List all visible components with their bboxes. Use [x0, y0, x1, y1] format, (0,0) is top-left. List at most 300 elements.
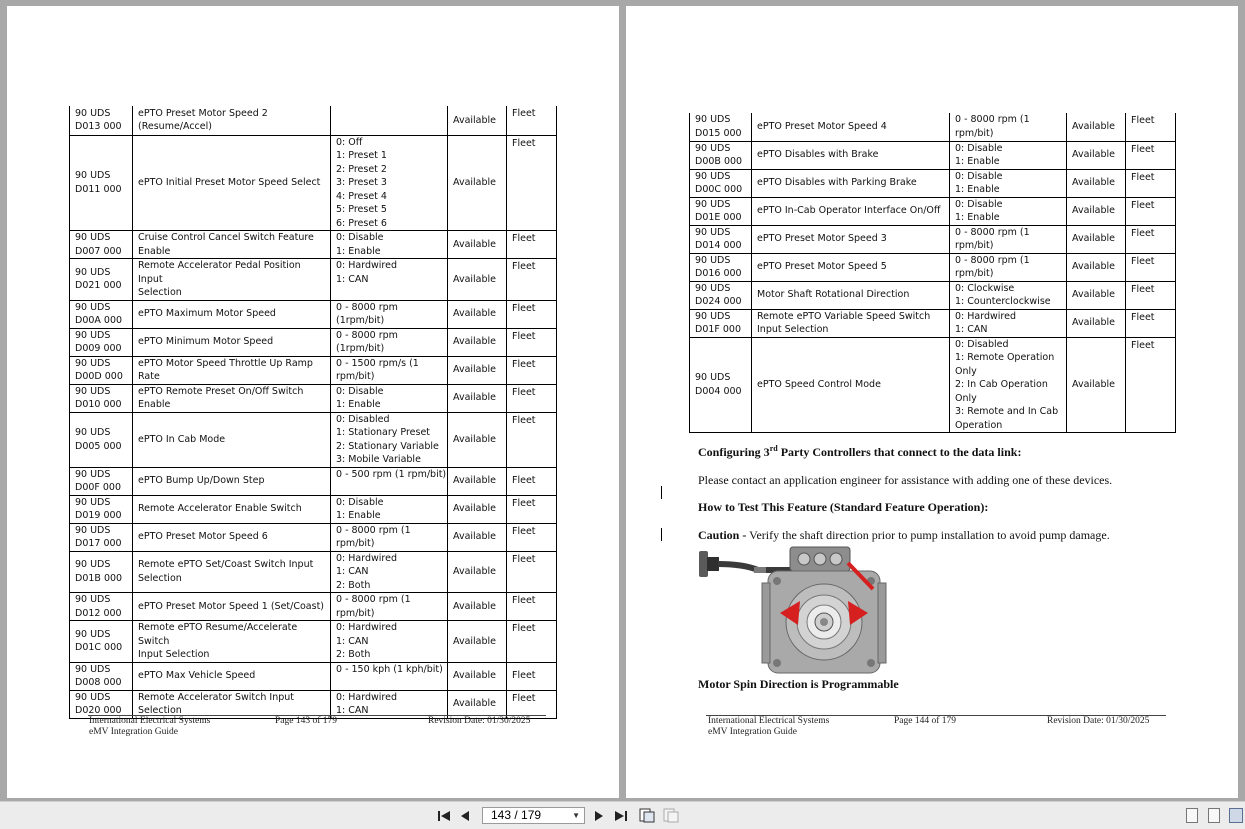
parameter-options-cell-line: 0: Hardwired: [336, 552, 397, 564]
parameter-code-cell-line: 90 UDS: [695, 114, 731, 126]
parameter-options-cell-line: 1: CAN: [336, 566, 369, 577]
parameter-options-cell-line: 1: Enable: [336, 399, 381, 410]
parameter-name-cell-line: Remote Accelerator Enable Switch: [138, 503, 302, 515]
table-row: [690, 337, 1176, 433]
parameter-options-cell-line: 3: Remote and In Cab: [955, 406, 1059, 417]
parameter-options-cell-line: 0: Clockwise: [955, 282, 1015, 294]
continuous-view-icon[interactable]: [1208, 808, 1220, 823]
parameter-code-cell-line: D015 000: [695, 127, 742, 139]
motor-image: [698, 543, 894, 677]
availability-cell: Available: [448, 662, 507, 690]
table-row: [690, 225, 1176, 253]
parameter-name-cell-line: ePTO Disables with Brake: [757, 149, 879, 161]
parameter-options-cell-line: (1rpm/bit): [336, 315, 385, 326]
parameter-options-cell-line: rpm/bit): [955, 268, 994, 279]
parameter-code-cell-line: 90 UDS: [75, 524, 111, 536]
footer-revision-date: Revision Date: 01/30/2025: [1047, 716, 1150, 726]
parameter-name-cell-line: ePTO Initial Preset Motor Speed Select: [138, 177, 321, 188]
parameter-code-cell-line: D016 000: [695, 268, 742, 279]
access-level-cell: Fleet: [507, 662, 557, 690]
single-page-view-icon[interactable]: [1186, 808, 1198, 823]
parameter-code-cell-line: 90 UDS: [695, 254, 731, 266]
parameter-options-cell-line: 0 - 8000 rpm (1: [955, 254, 1030, 266]
fit-width-icon[interactable]: [662, 807, 680, 824]
document-page-144: [626, 6, 1238, 798]
parameter-options-cell: [331, 384, 448, 412]
parameter-code-cell: [690, 197, 752, 225]
parameter-options-cell-line: 0: Disable: [336, 232, 384, 243]
parameter-name-cell-line: Remote ePTO Resume/Accelerate Switch: [138, 622, 298, 647]
contact-paragraph: Please contact an application engineer for assistance with adding one of these devices.: [698, 473, 1113, 487]
parameter-name-cell: [133, 593, 331, 621]
parameter-name-cell: [133, 356, 331, 384]
parameter-name-cell-line: ePTO Preset Motor Speed 6: [138, 531, 268, 543]
parameter-name-cell: [133, 621, 331, 663]
parameter-name-cell-line: ePTO Speed Control Mode: [757, 379, 881, 390]
parameter-name-cell: [752, 281, 950, 309]
access-level-cell: Fleet: [507, 467, 557, 495]
parameter-name-cell-line: (Resume/Accel): [138, 121, 212, 133]
parameter-options-cell-line: 1: CAN: [336, 273, 369, 285]
parameter-code-cell-line: D012 000: [75, 607, 122, 619]
parameter-name-cell-line: Cruise Control Cancel Switch Feature: [138, 232, 314, 243]
availability-cell: Available: [448, 621, 507, 663]
parameter-options-cell: [331, 412, 448, 467]
parameter-code-cell-line: D013 000: [75, 121, 122, 133]
parameter-options-cell: [331, 231, 448, 259]
access-level-cell: Fleet: [507, 621, 557, 663]
availability-cell: Available: [448, 467, 507, 495]
parameter-options-cell-line: 1: Counterclockwise: [955, 296, 1051, 307]
parameter-code-cell-line: 90 UDS: [75, 329, 111, 341]
availability-cell: Available: [448, 356, 507, 384]
parameter-name-cell-line: ePTO Remote Preset On/Off Switch: [138, 385, 304, 397]
parameter-code-cell: [70, 328, 133, 356]
parameter-code-cell: [70, 356, 133, 384]
parameter-options-cell-line: 0 - 1500 rpm/s (1: [336, 357, 419, 369]
parameter-options-cell-line: 0 - 8000 rpm: [336, 329, 398, 341]
parameter-options-cell-line: rpm/bit): [955, 127, 994, 139]
parameter-options-cell-line: 0: Hardwired: [336, 622, 397, 633]
parameter-name-cell: [752, 169, 950, 197]
availability-cell: Available: [1067, 337, 1126, 433]
parameter-name-cell: [752, 197, 950, 225]
availability-cell: Available: [448, 523, 507, 551]
availability-cell: Available: [448, 690, 507, 718]
access-level-cell: Fleet: [1126, 141, 1176, 169]
access-level-cell: Fleet: [507, 106, 557, 135]
parameter-name-cell-line: ePTO Minimum Motor Speed: [138, 336, 274, 348]
parameter-options-cell: [950, 253, 1067, 281]
parameter-code-cell-line: 90 UDS: [695, 198, 731, 210]
access-level-cell: Fleet: [507, 356, 557, 384]
access-level-cell: Fleet: [1126, 225, 1176, 253]
parameter-options-cell-line: 0 - 150 kph (1 kph/bit): [336, 663, 443, 675]
parameter-code-cell-line: D008 000: [75, 677, 122, 688]
parameter-code-cell: [690, 281, 752, 309]
parameter-options-cell-line: (1rpm/bit): [336, 343, 385, 354]
access-level-cell: Fleet: [507, 412, 557, 467]
parameter-options-cell: [331, 593, 448, 621]
parameter-options-cell-line: 3: Preset 3: [336, 177, 387, 188]
chevron-down-icon[interactable]: ▼: [572, 811, 580, 820]
parameter-options-cell-line: 0: Disabled: [336, 413, 390, 425]
parameter-options-cell-line: 0: Disable: [955, 170, 1003, 182]
caution-paragraph: Caution - Verify the shaft direction prior to pump installation to avoid pump damage.: [698, 528, 1110, 542]
parameter-name-cell-line: Selection: [138, 572, 182, 584]
table-row: [70, 621, 557, 663]
parameter-code-cell-line: 90 UDS: [75, 663, 111, 675]
parameter-code-cell-line: 90 UDS: [695, 142, 731, 154]
availability-cell: Available: [1067, 253, 1126, 281]
parameter-options-cell-line: 1: Stationary Preset: [336, 427, 431, 438]
two-page-view-icon[interactable]: [1229, 808, 1243, 823]
parameter-options-cell: [331, 551, 448, 593]
parameter-code-cell-line: 90 UDS: [695, 226, 731, 238]
availability-cell: Available: [1067, 225, 1126, 253]
parameter-name-cell-line: Remote Accelerator Pedal Position Input: [138, 260, 301, 285]
parameter-name-cell: [133, 412, 331, 467]
parameter-code-cell-line: 90 UDS: [695, 282, 731, 294]
parameter-options-cell-line: 2: Stationary Variable: [336, 440, 439, 452]
parameter-name-cell: [133, 551, 331, 593]
parameter-options-cell: [331, 106, 448, 135]
parameter-options-cell: [331, 495, 448, 523]
access-level-cell: Fleet: [1126, 253, 1176, 281]
table-row: [70, 356, 557, 384]
table-row: [70, 495, 557, 523]
parameter-name-cell: [133, 231, 331, 259]
parameter-code-cell: [70, 662, 133, 690]
settings-table: [689, 113, 1176, 433]
parameter-options-cell: [331, 300, 448, 328]
parameter-code-cell: [70, 300, 133, 328]
section-heading-third-party: Configuring 3rd Party Controllers that connect to the data link:: [698, 444, 1022, 459]
parameter-code-cell-line: D007 000: [75, 245, 122, 257]
table-row: [690, 141, 1176, 169]
parameter-options-cell: [331, 662, 448, 690]
parameter-code-cell-line: D009 000: [75, 343, 122, 354]
availability-cell: Available: [448, 106, 507, 135]
parameter-options-cell: [950, 113, 1067, 141]
parameter-code-cell-line: D020 000: [75, 705, 122, 716]
table-row: [70, 231, 557, 259]
table-row: [70, 328, 557, 356]
parameter-code-cell: [690, 141, 752, 169]
parameter-options-cell-line: 1: Preset 1: [336, 150, 387, 161]
parameter-name-cell: [133, 328, 331, 356]
parameter-name-cell-line: ePTO Max Vehicle Speed: [138, 670, 256, 682]
parameter-name-cell: [133, 662, 331, 690]
parameter-options-cell-line: 2: Both: [336, 649, 371, 660]
parameter-options-cell-line: rpm/bit): [955, 240, 994, 251]
parameter-code-cell-line: 90 UDS: [75, 385, 111, 397]
parameter-options-cell: [331, 523, 448, 551]
parameter-options-cell-line: 0 - 8000 rpm (1: [955, 114, 1030, 125]
availability-cell: Available: [448, 495, 507, 523]
table-row: [690, 169, 1176, 197]
parameter-options-cell-line: 0: Disabled: [955, 338, 1009, 350]
parameter-code-cell: [690, 225, 752, 253]
parameter-name-cell: [133, 384, 331, 412]
availability-cell: Available: [1067, 309, 1126, 337]
parameter-options-cell-line: 0: Disable: [955, 142, 1003, 154]
table-row: [690, 253, 1176, 281]
parameter-code-cell: [70, 231, 133, 259]
parameter-options-cell: [950, 225, 1067, 253]
parameter-options-cell: [331, 356, 448, 384]
table-row: [690, 309, 1176, 337]
parameter-code-cell: [690, 253, 752, 281]
table-row: [70, 662, 557, 690]
parameter-options-cell-line: 1: CAN: [336, 705, 369, 716]
parameter-options-cell-line: 1: Enable: [955, 156, 1000, 167]
settings-table: [69, 106, 557, 719]
availability-cell: Available: [1067, 141, 1126, 169]
parameter-code-cell-line: 90 UDS: [75, 232, 111, 243]
parameter-code-cell-line: D017 000: [75, 538, 122, 549]
parameter-name-cell-line: Input Selection: [138, 649, 210, 660]
image-caption: Motor Spin Direction is Programmable: [698, 677, 899, 691]
parameter-code-cell: [70, 690, 133, 718]
pdf-viewer-toolbar: [0, 801, 1245, 829]
parameter-options-cell-line: 0: Off: [336, 136, 363, 148]
parameter-code-cell-line: D024 000: [695, 296, 742, 307]
table-row: [70, 523, 557, 551]
parameter-code-cell-line: D021 000: [75, 280, 122, 292]
last-page-icon[interactable]: [613, 807, 629, 824]
parameter-options-cell: [331, 328, 448, 356]
parameter-name-cell: [752, 337, 950, 433]
parameter-options-cell-line: 0 - 8000 rpm (1: [336, 594, 411, 605]
access-level-cell: Fleet: [1126, 113, 1176, 141]
parameter-name-cell: [752, 253, 950, 281]
parameter-code-cell-line: D01E 000: [695, 212, 742, 223]
table-row: [70, 259, 557, 301]
access-level-cell: Fleet: [507, 551, 557, 593]
parameter-name-cell: [133, 467, 331, 495]
next-page-icon[interactable]: [592, 807, 606, 824]
access-level-cell: Fleet: [507, 328, 557, 356]
parameter-options-cell-line: 0 - 8000 rpm: [336, 301, 398, 313]
parameter-options-cell-line: 1: Enable: [955, 184, 1000, 195]
parameter-code-cell-line: D005 000: [75, 440, 122, 452]
parameter-code-cell-line: D014 000: [695, 240, 742, 251]
parameter-code-cell-line: D019 000: [75, 510, 122, 521]
parameter-name-cell-line: ePTO Disables with Parking Brake: [757, 177, 917, 189]
parameter-code-cell-line: 90 UDS: [75, 559, 111, 571]
parameter-options-cell: [331, 621, 448, 663]
parameter-name-cell-line: ePTO Bump Up/Down Step: [138, 475, 265, 487]
parameter-name-cell-line: ePTO In Cab Mode: [138, 433, 226, 445]
table-row: [70, 467, 557, 495]
parameter-code-cell-line: D01C 000: [75, 642, 123, 654]
parameter-options-cell-line: 1: Enable: [955, 212, 1000, 223]
parameter-name-cell: [133, 259, 331, 301]
parameter-code-cell: [70, 259, 133, 301]
first-page-icon[interactable]: [436, 807, 452, 824]
parameter-options-cell-line: 2: Both: [336, 579, 371, 591]
parameter-code-cell-line: D00A 000: [75, 315, 123, 326]
parameter-name-cell-line: Input Selection: [757, 324, 829, 335]
availability-cell: Available: [448, 300, 507, 328]
parameter-options-cell: [331, 259, 448, 301]
parameter-code-cell: [690, 169, 752, 197]
parameter-code-cell-line: 90 UDS: [75, 496, 111, 508]
parameter-code-cell-line: 90 UDS: [695, 170, 731, 182]
access-level-cell: Fleet: [507, 690, 557, 718]
parameter-options-cell: [950, 197, 1067, 225]
parameter-code-cell: [690, 309, 752, 337]
parameter-name-cell: [133, 690, 331, 718]
availability-cell: Available: [448, 231, 507, 259]
document-page-143: [7, 6, 619, 798]
access-level-cell: Fleet: [507, 593, 557, 621]
footer-revision-date: Revision Date: 01/30/2025: [428, 716, 531, 726]
table-row: [690, 197, 1176, 225]
parameter-code-cell-line: 90 UDS: [75, 170, 111, 182]
parameter-options-cell-line: 1: Remote Operation: [955, 352, 1055, 363]
parameter-options-cell-line: 0: Disable: [336, 496, 384, 508]
parameter-options-cell-line: 6: Preset 6: [336, 217, 387, 229]
availability-cell: Available: [448, 384, 507, 412]
parameter-options-cell-line: 0: Hardwired: [955, 310, 1016, 322]
parameter-code-cell: [70, 384, 133, 412]
parameter-code-cell: [70, 523, 133, 551]
table-row: [70, 135, 557, 231]
parameter-code-cell-line: 90 UDS: [75, 427, 111, 438]
access-level-cell: Fleet: [1126, 197, 1176, 225]
footer-page-number: Page 144 of 179: [894, 716, 957, 726]
parameter-code-cell-line: 90 UDS: [75, 107, 111, 119]
availability-cell: Available: [1067, 169, 1126, 197]
parameter-name-cell-line: ePTO Preset Motor Speed 4: [757, 121, 887, 132]
availability-cell: Available: [448, 551, 507, 593]
parameter-options-cell-line: 1: Enable: [336, 245, 381, 257]
parameter-options-cell: [331, 135, 448, 231]
parameter-code-cell-line: 90 UDS: [75, 628, 111, 640]
parameter-code-cell-line: 90 UDS: [75, 266, 111, 278]
table-row: [70, 384, 557, 412]
parameter-code-cell-line: 90 UDS: [695, 310, 731, 322]
access-level-cell: Fleet: [507, 135, 557, 231]
parameter-code-cell-line: 90 UDS: [75, 691, 111, 703]
parameter-code-cell-line: D004 000: [695, 385, 742, 397]
parameter-options-cell-line: 0: Disable: [955, 198, 1003, 210]
footer-page-number: Page 143 of 179: [275, 716, 338, 726]
parameter-options-cell-line: 5: Preset 5: [336, 204, 387, 215]
parameter-options-cell-line: 0: Hardwired: [336, 691, 397, 703]
table-row: [70, 106, 557, 135]
parameter-code-cell: [70, 621, 133, 663]
parameter-code-cell: [690, 113, 752, 141]
parameter-options-cell-line: Only: [955, 365, 977, 377]
availability-cell: Available: [1067, 281, 1126, 309]
parameter-name-cell: [752, 113, 950, 141]
table-row: [690, 113, 1176, 141]
parameter-name-cell: [133, 523, 331, 551]
parameter-options-cell: [950, 309, 1067, 337]
parameter-name-cell-line: Rate: [138, 371, 160, 382]
parameter-code-cell-line: D00C 000: [695, 184, 743, 195]
parameter-code-cell-line: 90 UDS: [75, 301, 111, 313]
availability-cell: Available: [448, 135, 507, 231]
parameter-name-cell: [752, 225, 950, 253]
parameter-options-cell: [950, 169, 1067, 197]
parameter-name-cell-line: ePTO Preset Motor Speed 2: [138, 107, 268, 119]
parameter-name-cell-line: Remote ePTO Set/Coast Switch Input: [138, 559, 314, 571]
parameter-options-cell-line: 2: In Cab Operation: [955, 379, 1048, 390]
parameter-name-cell-line: ePTO Maximum Motor Speed: [138, 308, 276, 320]
availability-cell: Available: [448, 412, 507, 467]
access-level-cell: Fleet: [507, 384, 557, 412]
parameter-code-cell-line: D01F 000: [695, 324, 742, 335]
parameter-code-cell: [690, 337, 752, 433]
table-row: [70, 300, 557, 328]
access-level-cell: Fleet: [507, 259, 557, 301]
parameter-code-cell: [70, 412, 133, 467]
parameter-code-cell-line: D01B 000: [75, 572, 123, 584]
parameter-name-cell-line: ePTO Preset Motor Speed 1 (Set/Coast): [138, 600, 325, 612]
parameter-name-cell: [752, 141, 950, 169]
availability-cell: Available: [448, 259, 507, 301]
parameter-code-cell-line: D00D 000: [75, 371, 123, 382]
parameter-name-cell-line: ePTO Preset Motor Speed 5: [757, 261, 887, 273]
parameter-name-cell-line: ePTO In-Cab Operator Interface On/Off: [757, 205, 941, 217]
footer-company: International Electrical Systems eMV Integration Guide: [89, 716, 211, 737]
parameter-options-cell-line: rpm/bit): [336, 538, 375, 549]
parameter-name-cell-line: ePTO Motor Speed Throttle Up Ramp: [138, 357, 313, 369]
change-bar: [661, 528, 662, 541]
parameter-options-cell-line: 3: Mobile Variable: [336, 454, 421, 465]
table-row: [70, 412, 557, 467]
previous-page-icon[interactable]: [458, 807, 472, 824]
access-level-cell: Fleet: [1126, 309, 1176, 337]
parameter-options-cell: [331, 467, 448, 495]
parameter-options-cell-line: rpm/bit): [336, 371, 375, 382]
parameter-code-cell-line: 90 UDS: [75, 594, 111, 605]
page-number-input[interactable]: 143 / 179 ▼: [482, 807, 585, 824]
parameter-code-cell-line: 90 UDS: [695, 372, 731, 384]
parameter-options-cell-line: 0 - 8000 rpm (1: [336, 524, 411, 536]
parameter-code-cell: [70, 106, 133, 135]
parameter-code-cell: [70, 135, 133, 231]
parameter-name-cell-line: Enable: [138, 399, 171, 410]
parameter-code-cell: [70, 593, 133, 621]
parameter-options-cell-line: Only: [955, 392, 977, 404]
availability-cell: Available: [1067, 113, 1126, 141]
parameter-name-cell: [133, 495, 331, 523]
fit-page-icon[interactable]: [638, 807, 656, 824]
footer-company: International Electrical Systems eMV Integration Guide: [708, 716, 830, 737]
parameter-options-cell-line: 2: Preset 2: [336, 163, 387, 175]
parameter-name-cell-line: Selection: [138, 287, 182, 298]
parameter-options-cell-line: 1: CAN: [955, 324, 988, 335]
parameter-options-cell: [950, 281, 1067, 309]
access-level-cell: Fleet: [1126, 337, 1176, 433]
parameter-options-cell-line: 0: Disable: [336, 385, 384, 397]
change-bar: [661, 486, 662, 499]
access-level-cell: Fleet: [507, 300, 557, 328]
parameter-options-cell-line: 1: CAN: [336, 635, 369, 647]
parameter-code-cell-line: D00F 000: [75, 482, 122, 493]
parameter-options-cell: [950, 337, 1067, 433]
parameter-options-cell-line: 1: Enable: [336, 510, 381, 521]
access-level-cell: Fleet: [507, 495, 557, 523]
availability-cell: Available: [448, 593, 507, 621]
parameter-options-cell-line: 0: Hardwired: [336, 260, 397, 271]
availability-cell: Available: [448, 328, 507, 356]
